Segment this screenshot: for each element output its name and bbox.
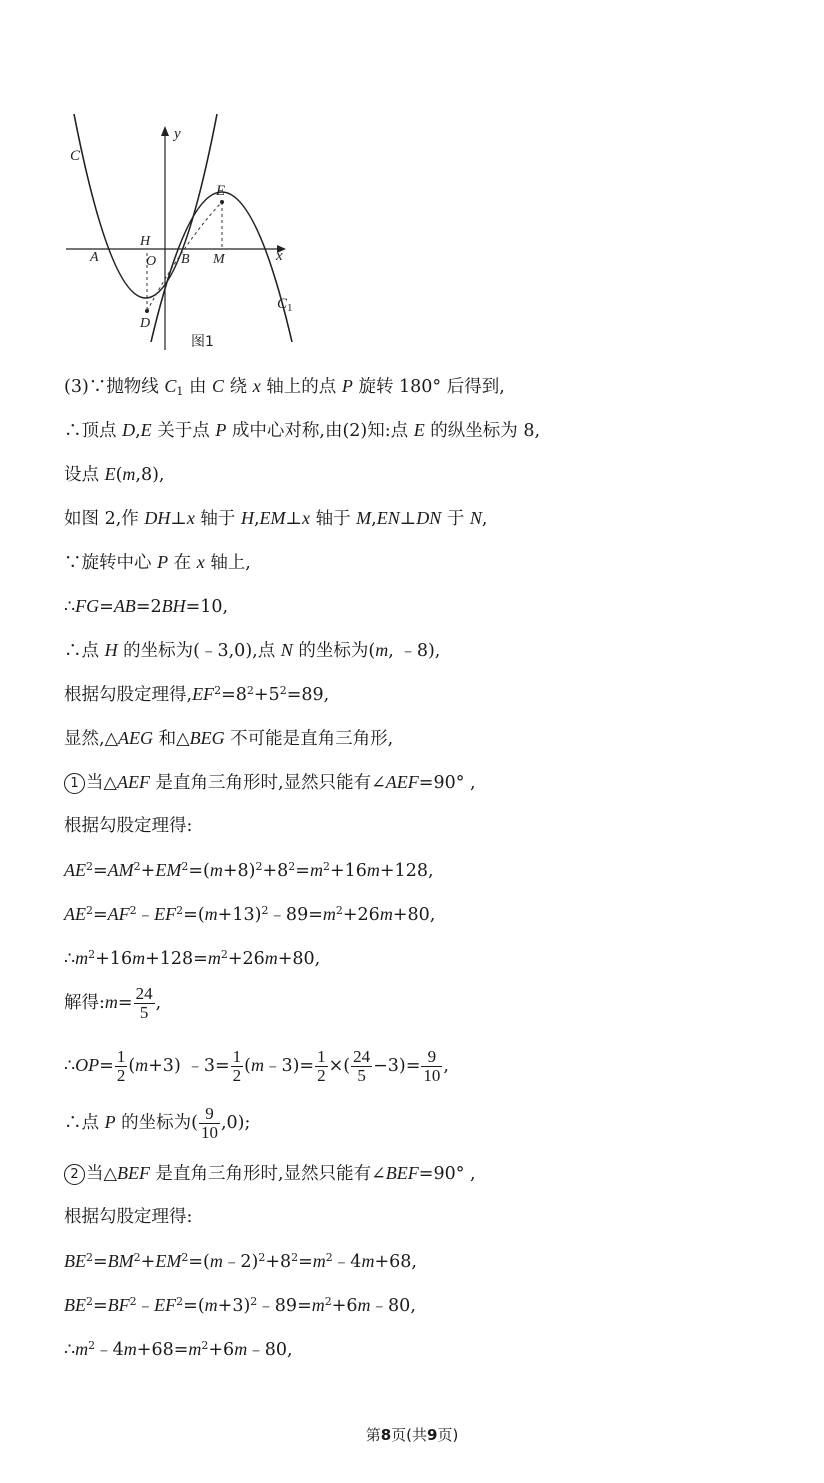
line-12: $AE^2=AM^2+EM^2=(m+8)^2+8^2=m^2+16m+128$,	[64, 860, 434, 881]
label-c1: $C_1$	[277, 296, 293, 314]
line-2: ∴顶点 D,E 关于点 P 成中心对称,由(2)知:点 E 的纵坐标为 8,	[64, 420, 541, 441]
line-11: 根据勾股定理得:	[64, 816, 193, 836]
line-13: $AE^2=AF^2﹣EF^2=(m+13)^2﹣89=m^2+26m+80$,	[64, 904, 436, 925]
line-22: $\therefore m^2﹣4m+68=m^2+6m﹣80$,	[64, 1339, 293, 1360]
fraction-1-2: $\frac{1}{2}$	[116, 1047, 126, 1085]
fraction-1-2: $\frac{1}{2}$	[232, 1047, 242, 1085]
line-3: 设点 E(m,8),	[64, 464, 165, 485]
label-h: H	[140, 234, 151, 249]
circled-one: 1	[64, 773, 85, 794]
page-footer: 第8页(共9页)	[365, 1426, 459, 1444]
line-8: 根据勾股定理得$,EF^2=8^2+5^2=89$,	[64, 684, 330, 705]
line-15: 解得:m= $\frac{24}{5}$ ,	[64, 984, 162, 1022]
line-16: ∴OP= $\frac{1}{2}$ (m+3) ﹣3= $\frac{1}{2}$ (m﹣3)= $\frac{1}{2}$ ×( $\frac{24}{5}$ −3)= $\frac{9}{10}$ ,	[64, 1047, 449, 1085]
y-axis-arrow	[161, 126, 169, 136]
fraction-9-10: $\frac{9}{10}$	[423, 1047, 441, 1085]
label-a: A	[90, 250, 99, 265]
label-x: x	[276, 248, 283, 264]
figure-caption: 图1	[191, 334, 214, 350]
label-c: C	[70, 148, 81, 164]
label-e: E	[216, 183, 226, 199]
label-y: y	[174, 126, 181, 142]
line-4: 如图 2,作 DH⊥x 轴于 H,EM⊥x 轴于 M,EN⊥DN 于 N,	[64, 508, 488, 529]
fraction-24-5: $\frac{24}{5}$	[353, 1047, 371, 1085]
line-19: 根据勾股定理得:	[64, 1207, 193, 1227]
figure-1	[64, 112, 304, 352]
label-d: D	[140, 316, 151, 331]
fraction-24-5: $\frac{24}{5}$	[135, 984, 153, 1022]
line-17: ∴点 P 的坐标为( $\frac{9}{10}$ ,0);	[64, 1104, 251, 1142]
label-m: M	[213, 252, 225, 267]
line-6: ∴FG=AB=2BH=10,	[64, 596, 229, 617]
point-e	[220, 200, 224, 204]
line-7: ∴点 H 的坐标为(﹣3,0),点 N 的坐标为(m, ﹣8),	[64, 640, 441, 661]
parabola-c	[74, 114, 217, 298]
label-o: O	[146, 254, 157, 269]
point-d	[145, 309, 149, 313]
line-21: $BE^2=BF^2﹣EF^2=(m+3)^2﹣89=m^2+6m﹣80$,	[64, 1295, 416, 1316]
circled-two: 2	[64, 1164, 85, 1185]
line-18: 2 当△BEF 是直角三角形时,显然只能有∠BEF=90° ,	[64, 1161, 476, 1185]
label-b: B	[181, 252, 190, 267]
line-9: 显然,△AEG 和△BEG 不可能是直角三角形,	[64, 728, 394, 749]
line-14: $\therefore m^2+16m+128=m^2+26m+80$,	[64, 948, 321, 969]
line-1: (3)∵抛物线 $C_1$ 由 C 绕 x 轴上的点 P 旋转 180° 后得到,	[64, 376, 505, 398]
line-10: 1 当△AEF 是直角三角形时,显然只能有∠AEF=90° ,	[64, 770, 476, 794]
fraction-9-10: $\frac{9}{10}$	[200, 1104, 218, 1142]
line-20: $BE^2=BM^2+EM^2=(m﹣2)^2+8^2=m^2﹣4m+68$,	[64, 1251, 417, 1272]
line-5: ∵旋转中心 P 在 x 轴上,	[64, 552, 251, 573]
fraction-1-2: $\frac{1}{2}$	[317, 1047, 326, 1085]
